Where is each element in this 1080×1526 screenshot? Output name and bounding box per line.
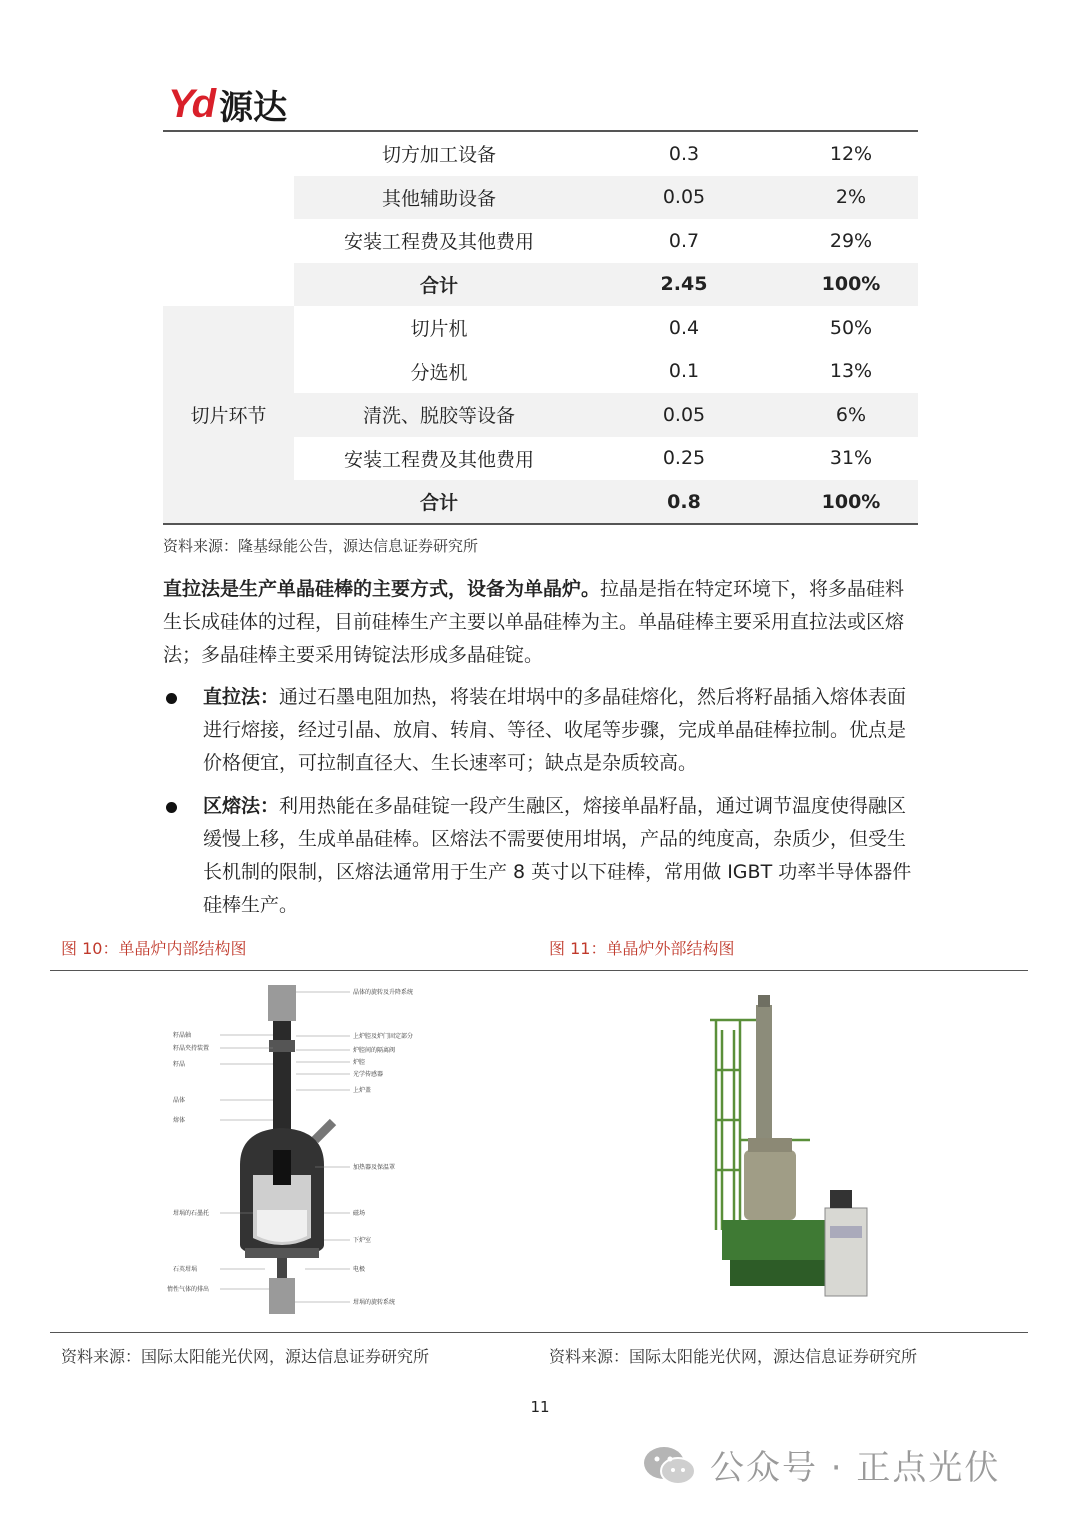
- crucible-rotation-housing: [269, 1278, 295, 1314]
- table-cell-item: 清洗、脱胶等设备: [294, 393, 584, 437]
- control-cabinet: [825, 1208, 867, 1296]
- watermark-text: 公众号 · 正点光伏: [710, 1448, 1001, 1488]
- table-row: [163, 132, 918, 176]
- machine-base: [722, 1220, 832, 1260]
- group-cell-empty: [163, 132, 294, 176]
- table-cell-value: 0.8: [584, 480, 784, 524]
- group-cell-empty: [163, 176, 294, 220]
- bullet-item-float-zone: [163, 790, 919, 922]
- table-source: 资料来源：隆基绿能公告，源达信息证券研究所: [163, 537, 479, 555]
- lower-chamber: [245, 1248, 319, 1258]
- diagram-label: 石英坩埚: [173, 1266, 198, 1273]
- table-cell-item: 安装工程费及其他费用: [343, 231, 534, 254]
- diagram-label: 坩埚的石墨托: [173, 1210, 210, 1217]
- control-monitor: [830, 1190, 852, 1208]
- diagram-label: 熔体: [173, 1117, 186, 1124]
- bullet-text: 通过石墨电阻加热，将装在坩埚中的多晶硅熔化，然后将籽晶插入熔体表面进行熔接，经过引晶、放肩、转肩、等径、收尾等步骤，完成单晶硅棒拉制。优点是价格便宜，可拉制直径大、生长速率可；缺点是杂质较高。: [203, 686, 907, 774]
- top-drive: [758, 995, 770, 1007]
- paragraph-lead: 直拉法是生产单晶硅棒的主要方式，设备为单晶炉。: [163, 578, 601, 600]
- diagram-label: 籽晶: [173, 1061, 186, 1068]
- figure-bottom-rule: [50, 1332, 1028, 1333]
- table-cell-value: 0.3: [668, 142, 700, 165]
- diagram-label: 籽晶夹持装置: [173, 1045, 210, 1052]
- table-cell-pct: 6%: [784, 393, 918, 437]
- group-cell-empty: [163, 263, 294, 307]
- figure-10-caption: 图 10：单晶炉内部结构图: [61, 939, 247, 958]
- rotation-lift-housing: [268, 985, 296, 1021]
- optical-port: [315, 1122, 333, 1140]
- table-row: [163, 219, 918, 263]
- figure-11-caption: 图 11：单晶炉外部结构图: [549, 939, 735, 958]
- paragraph-body: 拉晶是指在特定环境下，将多晶硅料生长成硅体的过程，目前硅棒生产主要以单晶硅棒为主。单晶硅棒主要采用直拉法或区熔法；多晶硅棒主要采用铸锭法形成多晶硅锭。: [163, 578, 905, 666]
- diagram-label: 晶体的旋转及升降系统: [353, 989, 414, 996]
- group-cell-empty: [163, 219, 294, 263]
- diagram-label: 晶体: [173, 1097, 186, 1104]
- table-cell-value: 2.45: [584, 263, 784, 307]
- company-logo: [168, 82, 287, 126]
- logo-name: 源达: [219, 87, 288, 128]
- table-cell-item: 其他辅助设备: [294, 176, 584, 220]
- wechat-watermark: [640, 1440, 1000, 1489]
- table-cell-pct: 100%: [784, 480, 918, 524]
- melt: [257, 1210, 307, 1242]
- diagram-label: 炉腔间的隔离阀: [353, 1047, 396, 1054]
- base-lower: [730, 1260, 826, 1286]
- bullet-item-czochralski: [163, 681, 919, 780]
- logo-mark: Yd: [168, 81, 214, 126]
- table-cell-value: 0.4: [668, 316, 700, 339]
- table-cell-item: 切方加工设备: [381, 144, 496, 167]
- upper-column: [756, 1005, 772, 1155]
- table-cell-item: 分选机: [410, 361, 468, 384]
- bullet-term: 直拉法：: [203, 686, 280, 708]
- isolation-valve: [269, 1040, 295, 1052]
- diagram-label: 坩埚的旋转系统: [353, 1299, 396, 1306]
- table-cell-pct: 13%: [829, 360, 873, 383]
- figure-10-source: 资料来源：国际太阳能光伏网，源达信息证券研究所: [61, 1347, 430, 1366]
- table-cell-value: 0.05: [584, 393, 784, 437]
- diagram-label: 惰性气体的排出: [167, 1286, 210, 1293]
- table-row-total: [163, 263, 918, 307]
- table-cell-value: 0.25: [662, 447, 706, 470]
- page-number: 11: [530, 1398, 550, 1416]
- crucible-shaft: [277, 1258, 287, 1278]
- bullet-term: 区熔法：: [203, 795, 280, 817]
- group-cell-slicing: 切片环节: [163, 306, 294, 524]
- bullet-text: 利用热能在多晶硅锭一段产生融区，熔接单晶籽晶，通过调节温度使得融区缓慢上移，生成单晶硅棒。区熔法不需要使用坩埚，产品的纯度高，杂质少，但受生长机制的限制，区熔法通常用于生产 8 英寸以下硅棒，常用做 IGBT 功率半导体器件硅棒生产。: [203, 795, 912, 916]
- crystal-ingot: [273, 1150, 291, 1185]
- chamber-lid: [748, 1138, 792, 1152]
- figure-11-source: 资料来源：国际太阳能光伏网，源达信息证券研究所: [549, 1347, 918, 1366]
- table-cell-pct: 2%: [784, 176, 918, 220]
- table-cell-value: 0.7: [668, 229, 700, 252]
- diagram-label: 加热器及保温罩: [353, 1164, 396, 1171]
- figure-top-rule: [50, 970, 1028, 971]
- diagram-label: 上炉腔及炉门固定部分: [353, 1033, 414, 1040]
- table-cell-item: 合计: [294, 263, 584, 307]
- table-row: [163, 176, 918, 220]
- diagram-label: 电极: [353, 1266, 366, 1273]
- wechat-icon: [640, 1443, 700, 1487]
- diagram-label: 下炉室: [353, 1237, 372, 1244]
- table-cell-item: 切片机: [410, 318, 468, 341]
- table-cell-pct: 50%: [829, 316, 873, 339]
- table-cell-item: 合计: [294, 480, 584, 524]
- diagram-label: 籽晶轴: [173, 1032, 192, 1039]
- control-panel: [830, 1226, 862, 1238]
- table-cell-pct: 12%: [829, 142, 873, 165]
- table-cell-item: 安装工程费及其他费用: [343, 448, 534, 471]
- furnace-internal-diagram: [165, 980, 435, 1320]
- table-cell-value: 0.05: [584, 176, 784, 220]
- bullet-dot-icon: [166, 802, 177, 813]
- furnace-external-photo: [700, 990, 880, 1300]
- table-cell-pct: 29%: [829, 229, 873, 252]
- cost-table: [163, 132, 918, 524]
- diagram-label: 光学传感器: [353, 1071, 384, 1078]
- table-bottom-rule: [163, 523, 918, 525]
- table-cell-pct: 31%: [829, 447, 873, 470]
- bullet-dot-icon: [166, 693, 177, 704]
- intro-paragraph: [163, 573, 919, 672]
- table-cell-pct: 100%: [784, 263, 918, 307]
- diagram-label: 上炉盖: [353, 1087, 372, 1094]
- table-cell-value: 0.1: [668, 360, 700, 383]
- upper-chamber-tube: [273, 1021, 291, 1131]
- table-row: [163, 306, 918, 350]
- diagram-label: 炉腔: [353, 1059, 366, 1066]
- diagram-label: 磁场: [353, 1210, 366, 1217]
- main-chamber: [744, 1150, 796, 1220]
